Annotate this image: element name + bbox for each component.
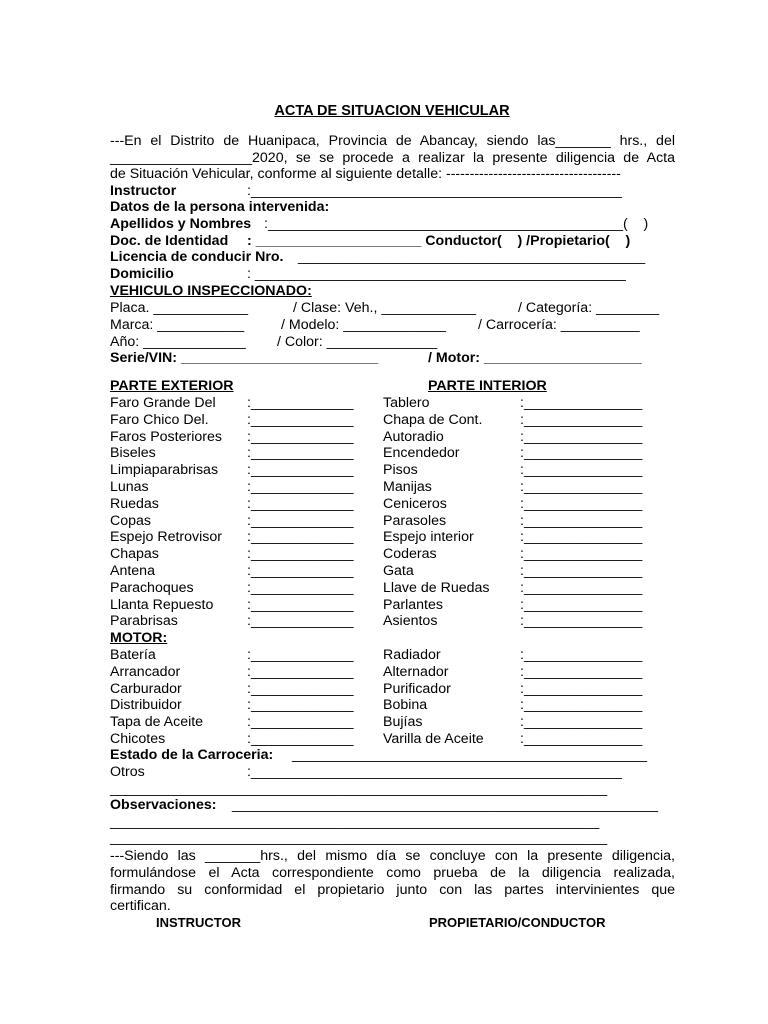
- closing-line-4: certifican.: [110, 898, 171, 914]
- exterior-field-parachoques[interactable]: :_____________: [247, 579, 354, 596]
- carroceria-field[interactable]: / Carrocería: __________: [478, 317, 640, 333]
- observaciones-field[interactable]: ______________________________________________________: [228, 797, 659, 813]
- document-title: ACTA DE SITUACION VEHICULAR: [274, 103, 510, 119]
- parte-exterior-heading: PARTE EXTERIOR: [110, 378, 234, 394]
- estado-carroceria-field[interactable]: _____________________________________________: [288, 747, 648, 763]
- apellidos-label: Apellidos y Nombres: [110, 216, 252, 232]
- motor-left-item-bateria: Batería: [110, 647, 156, 663]
- estado-carroceria-label: Estado de la Carroceria:: [110, 747, 274, 763]
- licencia-field[interactable]: ____________________________________________: [298, 249, 646, 265]
- intro-line-1: ---En el Distrito de Huanipaca, Provincia de Abancay, siendo las_______ hrs., del: [110, 133, 675, 149]
- interior-item-manijas: Manijas: [383, 479, 432, 495]
- interior-item-pisos: Pisos: [383, 462, 418, 479]
- exterior-item-faros-posteriores: Faros Posteriores: [110, 428, 222, 445]
- motor-left-item-arrancador: Arrancador: [110, 663, 181, 680]
- interior-field-coderas[interactable]: :_______________: [520, 546, 643, 563]
- exterior-field-faros-posteriores[interactable]: :_____________: [247, 428, 354, 445]
- exterior-item-biseles: Biseles: [110, 445, 156, 462]
- exterior-item-antena: Antena: [110, 563, 155, 579]
- signature-propietario-conductor: PROPIETARIO/CONDUCTOR: [429, 915, 606, 930]
- motor-right-item-bujias: Bujías: [383, 714, 423, 731]
- exterior-item-llanta-repuesto: Llanta Repuesto: [110, 596, 214, 613]
- exterior-item-faro-chico-del: Faro Chico Del.: [110, 411, 209, 428]
- motor-right-item-varilla-de-aceite: Varilla de Aceite: [383, 731, 484, 747]
- motor-right-field-alternador[interactable]: :_______________: [520, 663, 643, 680]
- interior-item-coderas: Coderas: [383, 546, 437, 563]
- serie-vin-field[interactable]: Serie/VIN: _________________________: [110, 350, 379, 366]
- interior-item-ceniceros: Ceniceros: [383, 495, 447, 512]
- interior-item-parasoles: Parasoles: [383, 512, 447, 529]
- doc-identidad-field[interactable]: : _____________________ Conductor( ) /Propietario( ): [247, 233, 631, 249]
- motor-right-item-radiador: Radiador: [383, 647, 441, 663]
- motor-number-field[interactable]: / Motor: ____________________: [428, 350, 642, 366]
- interior-field-llave-de-ruedas[interactable]: :_______________: [520, 579, 643, 596]
- anio-field[interactable]: Año: _____________: [110, 334, 246, 350]
- otros-field[interactable]: :_______________________________________________: [247, 764, 622, 780]
- closing-line-3: firmando su conformidad el propietario junto con las partes intervinientes que: [110, 882, 675, 898]
- interior-field-tablero[interactable]: :_______________: [520, 395, 643, 411]
- interior-item-asientos: Asientos: [383, 613, 438, 630]
- exterior-field-faro-chico-del[interactable]: :_____________: [247, 411, 354, 428]
- exterior-field-biseles[interactable]: :_____________: [247, 445, 354, 462]
- exterior-item-faro-grande-del: Faro Grande Del: [110, 395, 216, 411]
- exterior-item-limpiaparabrisas: Limpiaparabrisas: [110, 462, 219, 479]
- interior-field-chapa-de-cont[interactable]: :_______________: [520, 411, 643, 428]
- exterior-item-espejo-retrovisor: Espejo Retrovisor: [110, 529, 222, 546]
- exterior-field-lunas[interactable]: :_____________: [247, 479, 354, 495]
- motor-left-field-bateria[interactable]: :_____________: [247, 647, 354, 663]
- domicilio-field[interactable]: : _______________________________________________: [247, 266, 626, 282]
- exterior-field-limpiaparabrisas[interactable]: :_____________: [247, 462, 354, 479]
- motor-left-item-distribuidor: Distribuidor: [110, 697, 182, 714]
- motor-right-field-bobina[interactable]: :_______________: [520, 697, 643, 714]
- exterior-field-copas[interactable]: :_____________: [247, 512, 354, 529]
- modelo-field[interactable]: / Modelo: _____________: [281, 317, 446, 333]
- interior-field-parlantes[interactable]: :_______________: [520, 596, 643, 613]
- motor-left-item-tapa-de-aceite: Tapa de Aceite: [110, 714, 204, 731]
- motor-right-field-radiador[interactable]: :_______________: [520, 647, 643, 663]
- motor-left-field-arrancador[interactable]: :_____________: [247, 663, 354, 680]
- placa-field[interactable]: Placa. ____________: [110, 300, 249, 316]
- exterior-field-parabrisas[interactable]: :_____________: [247, 613, 354, 630]
- vehiculo-heading: VEHICULO INSPECCIONADO:: [110, 283, 312, 299]
- closing-line-2: formulándose el Acta correspondiente como prueba de la diligencia realizada,: [110, 865, 675, 881]
- exterior-field-ruedas[interactable]: :_____________: [247, 495, 354, 512]
- interior-field-parasoles[interactable]: :_______________: [520, 512, 643, 529]
- exterior-item-parabrisas: Parabrisas: [110, 613, 178, 630]
- interior-field-asientos[interactable]: :_______________: [520, 613, 643, 630]
- motor-left-item-carburador: Carburador: [110, 680, 182, 697]
- closing-line-1: ---Siendo las _______hrs., del mismo día se concluye con la presente diligencia,: [110, 848, 675, 864]
- interior-item-encendedor: Encendedor: [383, 445, 460, 462]
- motor-left-field-chicotes[interactable]: :_____________: [247, 731, 354, 747]
- motor-heading: MOTOR:: [110, 630, 168, 647]
- motor-right-field-purificador[interactable]: :_______________: [520, 680, 643, 697]
- interior-field-pisos[interactable]: :_______________: [520, 462, 643, 479]
- interior-field-ceniceros[interactable]: :_______________: [520, 495, 643, 512]
- motor-right-item-bobina: Bobina: [383, 697, 428, 714]
- motor-left-item-chicotes: Chicotes: [110, 731, 166, 747]
- exterior-field-antena[interactable]: :_____________: [247, 563, 354, 579]
- exterior-field-chapas[interactable]: :_____________: [247, 546, 354, 563]
- exterior-item-ruedas: Ruedas: [110, 495, 159, 512]
- motor-right-item-purificador: Purificador: [383, 680, 451, 697]
- observaciones-line-2[interactable]: ______________________________________________________________: [110, 814, 600, 830]
- interior-item-espejo-interior: Espejo interior: [383, 529, 474, 546]
- interior-item-autoradio: Autoradio: [383, 428, 444, 445]
- interior-item-tablero: Tablero: [383, 395, 430, 411]
- apellidos-field[interactable]: :_____________________________________________( ): [264, 216, 649, 232]
- signature-instructor: INSTRUCTOR: [156, 915, 241, 930]
- exterior-item-chapas: Chapas: [110, 546, 159, 563]
- interior-item-gata: Gata: [383, 563, 414, 579]
- exterior-item-parachoques: Parachoques: [110, 579, 194, 596]
- interior-field-autoradio[interactable]: :_______________: [520, 428, 643, 445]
- observaciones-line-3[interactable]: _______________________________________________________________: [110, 830, 608, 846]
- marca-field[interactable]: Marca: ___________: [110, 317, 245, 333]
- parte-interior-heading: PARTE INTERIOR: [428, 378, 547, 394]
- interior-field-manijas[interactable]: :_______________: [520, 479, 643, 495]
- color-field[interactable]: / Color: ______________: [277, 334, 438, 350]
- licencia-label: Licencia de conducir Nro.: [110, 249, 284, 265]
- categoria-field[interactable]: / Categoría: ________: [518, 300, 660, 316]
- otros-field-line-2[interactable]: _______________________________________________________________: [110, 781, 608, 797]
- motor-left-field-distribuidor[interactable]: :_____________: [247, 697, 354, 714]
- interior-field-encendedor[interactable]: :_______________: [520, 445, 643, 462]
- motor-right-item-alternador: Alternador: [383, 663, 449, 680]
- intro-line-3: de Situación Vehicular, conforme al siguiente detalle: -------------------------------------: [110, 166, 621, 182]
- exterior-field-espejo-retrovisor[interactable]: :_____________: [247, 529, 354, 546]
- intro-line-2: __________________2020, se se procede a realizar la presente diligencia de Acta: [110, 150, 675, 166]
- otros-label: Otros: [110, 764, 145, 780]
- datos-heading: Datos de la persona intervenida:: [110, 199, 330, 215]
- interior-field-espejo-interior[interactable]: :_______________: [520, 529, 643, 546]
- exterior-field-llanta-repuesto[interactable]: :_____________: [247, 596, 354, 613]
- instructor-label: Instructor: [110, 183, 177, 199]
- interior-item-chapa-de-cont: Chapa de Cont.: [383, 411, 483, 428]
- instructor-field[interactable]: :_______________________________________________: [247, 183, 622, 199]
- domicilio-label: Domicilio: [110, 266, 174, 282]
- interior-item-parlantes: Parlantes: [383, 596, 443, 613]
- interior-item-llave-de-ruedas: Llave de Ruedas: [383, 579, 490, 596]
- exterior-field-faro-grande-del[interactable]: :_____________: [247, 395, 354, 411]
- motor-right-field-bujias[interactable]: :_______________: [520, 714, 643, 731]
- motor-right-field-varilla-de-aceite[interactable]: :_______________: [520, 731, 643, 747]
- clase-field[interactable]: / Clase: Veh., ____________: [293, 300, 477, 316]
- interior-field-gata[interactable]: :_______________: [520, 563, 643, 579]
- observaciones-label: Observaciones:: [110, 797, 217, 813]
- exterior-item-lunas: Lunas: [110, 479, 149, 495]
- motor-left-field-carburador[interactable]: :_____________: [247, 680, 354, 697]
- motor-left-field-tapa-de-aceite[interactable]: :_____________: [247, 714, 354, 731]
- doc-identidad-label: Doc. de Identidad: [110, 233, 229, 249]
- exterior-item-copas: Copas: [110, 512, 152, 529]
